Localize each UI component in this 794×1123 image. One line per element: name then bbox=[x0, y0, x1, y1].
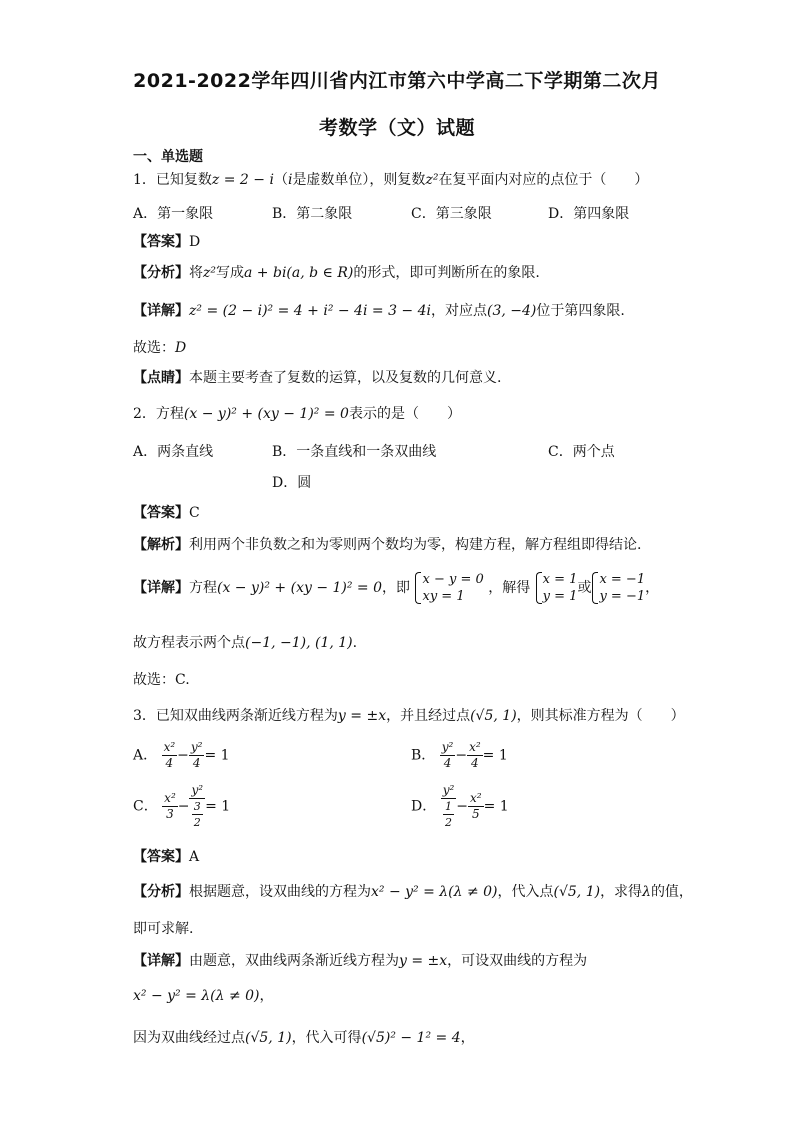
q1-choose: 故选：D bbox=[133, 340, 187, 356]
q2-option-d: D．圆 bbox=[272, 475, 312, 491]
q3-stem: 3．已知双曲线两条渐近线方程为y = ±x，并且经过点(√5, 1)，则其标准方程为（ ） bbox=[133, 708, 685, 724]
q2-stem: 2．方程(x − y)² + (xy − 1)² = 0表示的是（ ） bbox=[133, 406, 461, 422]
q3-answer: 【答案】A bbox=[133, 849, 200, 865]
q2-option-a: A．两条直线 bbox=[133, 444, 214, 460]
q1-comment: 【点睛】本题主要考查了复数的运算，以及复数的几何意义. bbox=[133, 370, 502, 386]
section-heading: 一、单选题 bbox=[133, 149, 203, 165]
equation-system-2: x = 1 y = 1 bbox=[535, 571, 578, 605]
doc-title-line2: 考数学（文）试题 bbox=[318, 117, 475, 139]
q1-analysis: 【分析】将z²写成a + bi(a, b ∈ R)的形式，即可判断所在的象限. bbox=[133, 265, 540, 281]
q2-answer: 【答案】C bbox=[133, 505, 200, 521]
q2-conclusion: 故方程表示两个点(−1, −1), (1, 1). bbox=[133, 635, 358, 651]
q2-analysis: 【解析】利用两个非负数之和为零则两个数均为零，构建方程，解方程组即得结论. bbox=[133, 537, 642, 553]
q1-option-d: D．第四象限 bbox=[548, 206, 630, 222]
q3-analysis-cont: 即可求解. bbox=[133, 921, 194, 937]
q3-option-b: B． $\frac{\text{y²}}{4}$ − $\frac{\text{x²}}{4}$ = 1 bbox=[411, 740, 508, 770]
doc-title-line1: 2021-2022学年四川省内江市第六中学高二下学期第二次月 bbox=[133, 70, 661, 92]
q3-option-a: A． $\frac{\text{x²}}{4}$ − $\frac{\text{y²}}{4}$ = 1 bbox=[133, 740, 230, 770]
q3-option-c: C． $\frac{\text{x²}}{3}$ − $\frac{\text{y²}}{\frac{3}{2}}$ = 1 bbox=[133, 783, 231, 829]
q3-last-line: 因为双曲线经过点(√5, 1)，代入可得(√5)² − 1² = 4， bbox=[133, 1030, 475, 1046]
q3-option-d: D． $\frac{\text{y²}}{\frac{1}{2}}$ − $\frac{\text{x²}}{5}$ = 1 bbox=[411, 783, 509, 829]
q2-detail: 【详解】方程(x − y)² + (xy − 1)² = 0，即 x − y = 0 xy = 1 ，解得 x = 1 y = 1 或 x = −1 y = −1 ， bbox=[133, 572, 660, 604]
q2-option-c: C．两个点 bbox=[548, 444, 615, 460]
q2-option-b: B．一条直线和一条双曲线 bbox=[272, 444, 437, 460]
q1-option-a: A．第一象限 bbox=[133, 206, 214, 222]
q2-choose: 故选：C. bbox=[133, 672, 190, 688]
q1-stem: 1．已知复数z = 2 − i（i是虚数单位），则复数z²在复平面内对应的点位于（ ） bbox=[133, 172, 649, 188]
q1-option-c: C．第三象限 bbox=[411, 206, 492, 222]
q1-detail: 【详解】z² = (2 − i)² = 4 + i² − 4i = 3 − 4i，对应点(3, −4)位于第四象限. bbox=[133, 303, 625, 319]
q1-answer: 【答案】D bbox=[133, 234, 201, 250]
q3-analysis: 【分析】根据题意，设双曲线的方程为x² − y² = λ(λ ≠ 0)，代入点(√5, 1)，求得λ的值， bbox=[133, 884, 693, 900]
equation-system-3: x = −1 y = −1 bbox=[591, 571, 645, 605]
q3-detail: 【详解】由题意，双曲线两条渐近线方程为y = ±x，可设双曲线的方程为 bbox=[133, 953, 588, 969]
q1-option-b: B．第二象限 bbox=[272, 206, 353, 222]
equation-system-1: x − y = 0 xy = 1 bbox=[414, 571, 483, 605]
q3-detail-eq: x² − y² = λ(λ ≠ 0)， bbox=[133, 988, 274, 1004]
